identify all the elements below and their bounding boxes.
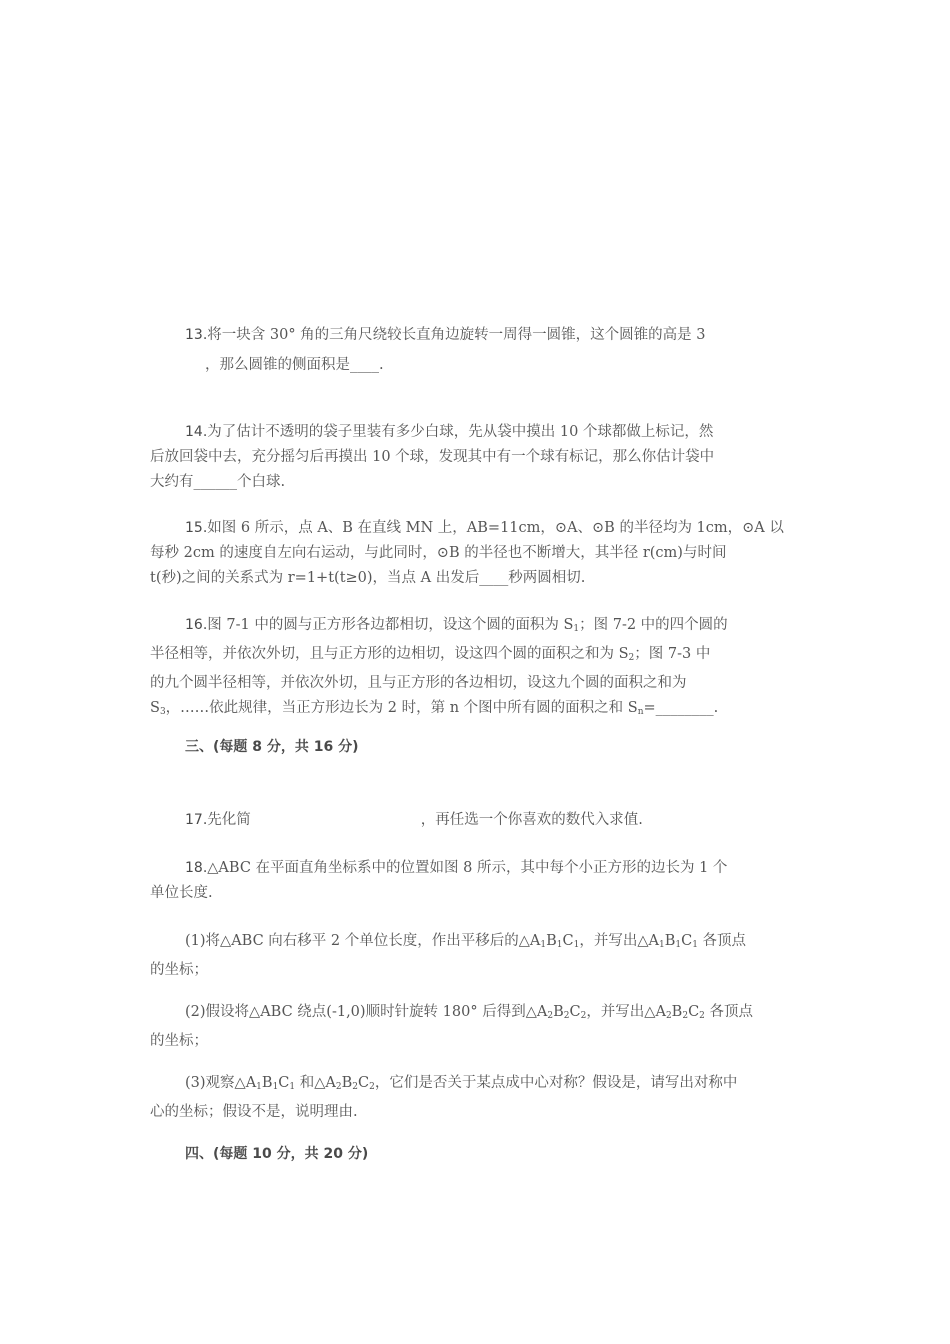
question-text: B [261,1075,273,1091]
section-3-heading [150,735,800,760]
question-text: C [358,1075,370,1091]
question-text: 半径相等，并依次外切，且与正方形的边相切，设这四个圆的面积之和为 S [150,646,629,662]
question-number: 18. [185,860,208,876]
question-text: ，再任选一个你喜欢的数代入求值. [420,812,643,828]
question-text: 的九个圆半径相等，并依次外切，且与正方形的各边相切，设这九个圆的面积之和为 [150,675,687,691]
subscript: 2 [665,1011,672,1021]
subscript: 1 [675,940,682,950]
subscript: 2 [628,653,635,663]
question-text: ；图 7-3 中 [634,646,711,662]
section-title: 三、(每题 8 分，共 16 分) [185,739,359,755]
question-number: 15. [185,520,208,536]
subscript: 2 [352,1082,358,1092]
question-text: ，那么圆锥的侧面积是____. [205,357,384,373]
subscript: 2 [563,1011,570,1021]
question-text: ，……依此规律，当正方形边长为 2 时，第 n 个图中所有圆的面积之和 S [165,700,638,716]
question-text: 图 7-1 中的圆与正方形各边都相切，设这个圆的面积为 S [207,617,574,633]
question-text: B [553,1004,564,1020]
question-text: =________. [643,700,719,716]
question-18-part-3 [150,1071,800,1125]
question-text: C [278,1075,290,1091]
question-text: B [664,933,676,949]
question-text: C [688,1004,700,1020]
question-text: 各顶点 [704,1004,754,1020]
question-text: ，并写出△A [586,1004,666,1020]
question-text: ，它们是否关于某点成中心对称？假设是，请写出对称中 [374,1075,738,1091]
subscript: 3 [159,707,166,717]
question-text: B [671,1004,683,1020]
subscript: 1 [256,1082,262,1092]
question-18-part-2 [150,1000,800,1054]
subscript: 1 [289,1082,296,1092]
question-text: (2)假设将△ABC 绕点(-1,0)顺时针旋转 180° 后得到△A [185,1004,548,1020]
question-14 [150,420,800,495]
subscript: 1 [658,940,665,950]
subscript: 2 [369,1082,375,1092]
question-text: 先化简 [207,812,251,828]
question-text: B [546,933,557,949]
question-15 [150,516,800,591]
question-text: ，并写出△A [579,933,659,949]
question-text: C [569,1004,581,1020]
question-text: 单位长度. [150,885,213,901]
question-text: 如图 6 所示，点 A、B 在直线 MN 上，AB=11cm，⊙A、⊙B 的半径均为 1cm，⊙A 以 [207,520,784,536]
question-text: B [341,1075,353,1091]
question-text: 的坐标； [150,1033,208,1049]
question-text: 为了估计不透明的袋子里装有多少白球，先从袋中摸出 10 个球都做上标记，然 [207,424,714,440]
question-text: S [150,700,160,716]
question-text: 和△A [295,1075,336,1091]
subscript: 1 [272,1082,279,1092]
subscript: 1 [573,940,580,950]
question-text: (3)观察△A [185,1075,257,1091]
subscript: 1 [573,624,580,634]
section-title: 四、(每题 10 分，共 20 分) [185,1146,369,1162]
question-text: 将一块含 30° 角的三角尺绕较长直角边旋转一周得一圆锥，这个圆锥的高是 3 [207,327,706,343]
question-number: 14. [185,424,208,440]
question-text: △ABC 在平面直角坐标系中的位置如图 8 所示，其中每个小正方形的边长为 1 个 [207,860,728,876]
question-text: 后放回袋中去，充分摇匀后再摸出 10 个球，发现其中有一个球有标记，那么你估计袋中 [150,449,715,465]
subscript: 1 [556,940,563,950]
question-text: 的坐标； [150,962,208,978]
question-text: t(秒)之间的关系式为 r=1+t(t≥0)，当点 A 出发后____秒两圆相切. [150,570,586,586]
subscript: 1 [540,940,547,950]
question-number: 13. [185,327,208,343]
subscript: 2 [699,1011,705,1021]
question-text: C [681,933,693,949]
question-text: ；图 7-2 中的四个圆的 [579,617,728,633]
question-text: 各顶点 [697,933,747,949]
question-18 [150,856,800,906]
section-4-heading [150,1142,800,1167]
question-text: C [562,933,574,949]
question-number: 17. [185,812,208,828]
subscript: 2 [547,1011,554,1021]
question-text: 大约有______个白球. [150,474,286,490]
subscript: 1 [692,940,698,950]
question-text: 每秒 2cm 的速度自左向右运动，与此同时，⊙B 的半径也不断增大，其半径 r(cm)与时间 [150,545,727,561]
question-18-part-1 [150,929,800,983]
subscript: n [637,707,644,717]
question-16 [150,613,800,725]
question-13 [150,323,800,378]
subscript: 2 [580,1011,587,1021]
question-number: 16. [185,617,208,633]
subscript: 2 [335,1082,342,1092]
question-17 [150,808,800,833]
question-text: 心的坐标；假设不是，说明理由. [150,1104,358,1120]
question-text: (1)将△ABC 向右移平 2 个单位长度，作出平移后的△A [185,933,541,949]
subscript: 2 [682,1011,689,1021]
